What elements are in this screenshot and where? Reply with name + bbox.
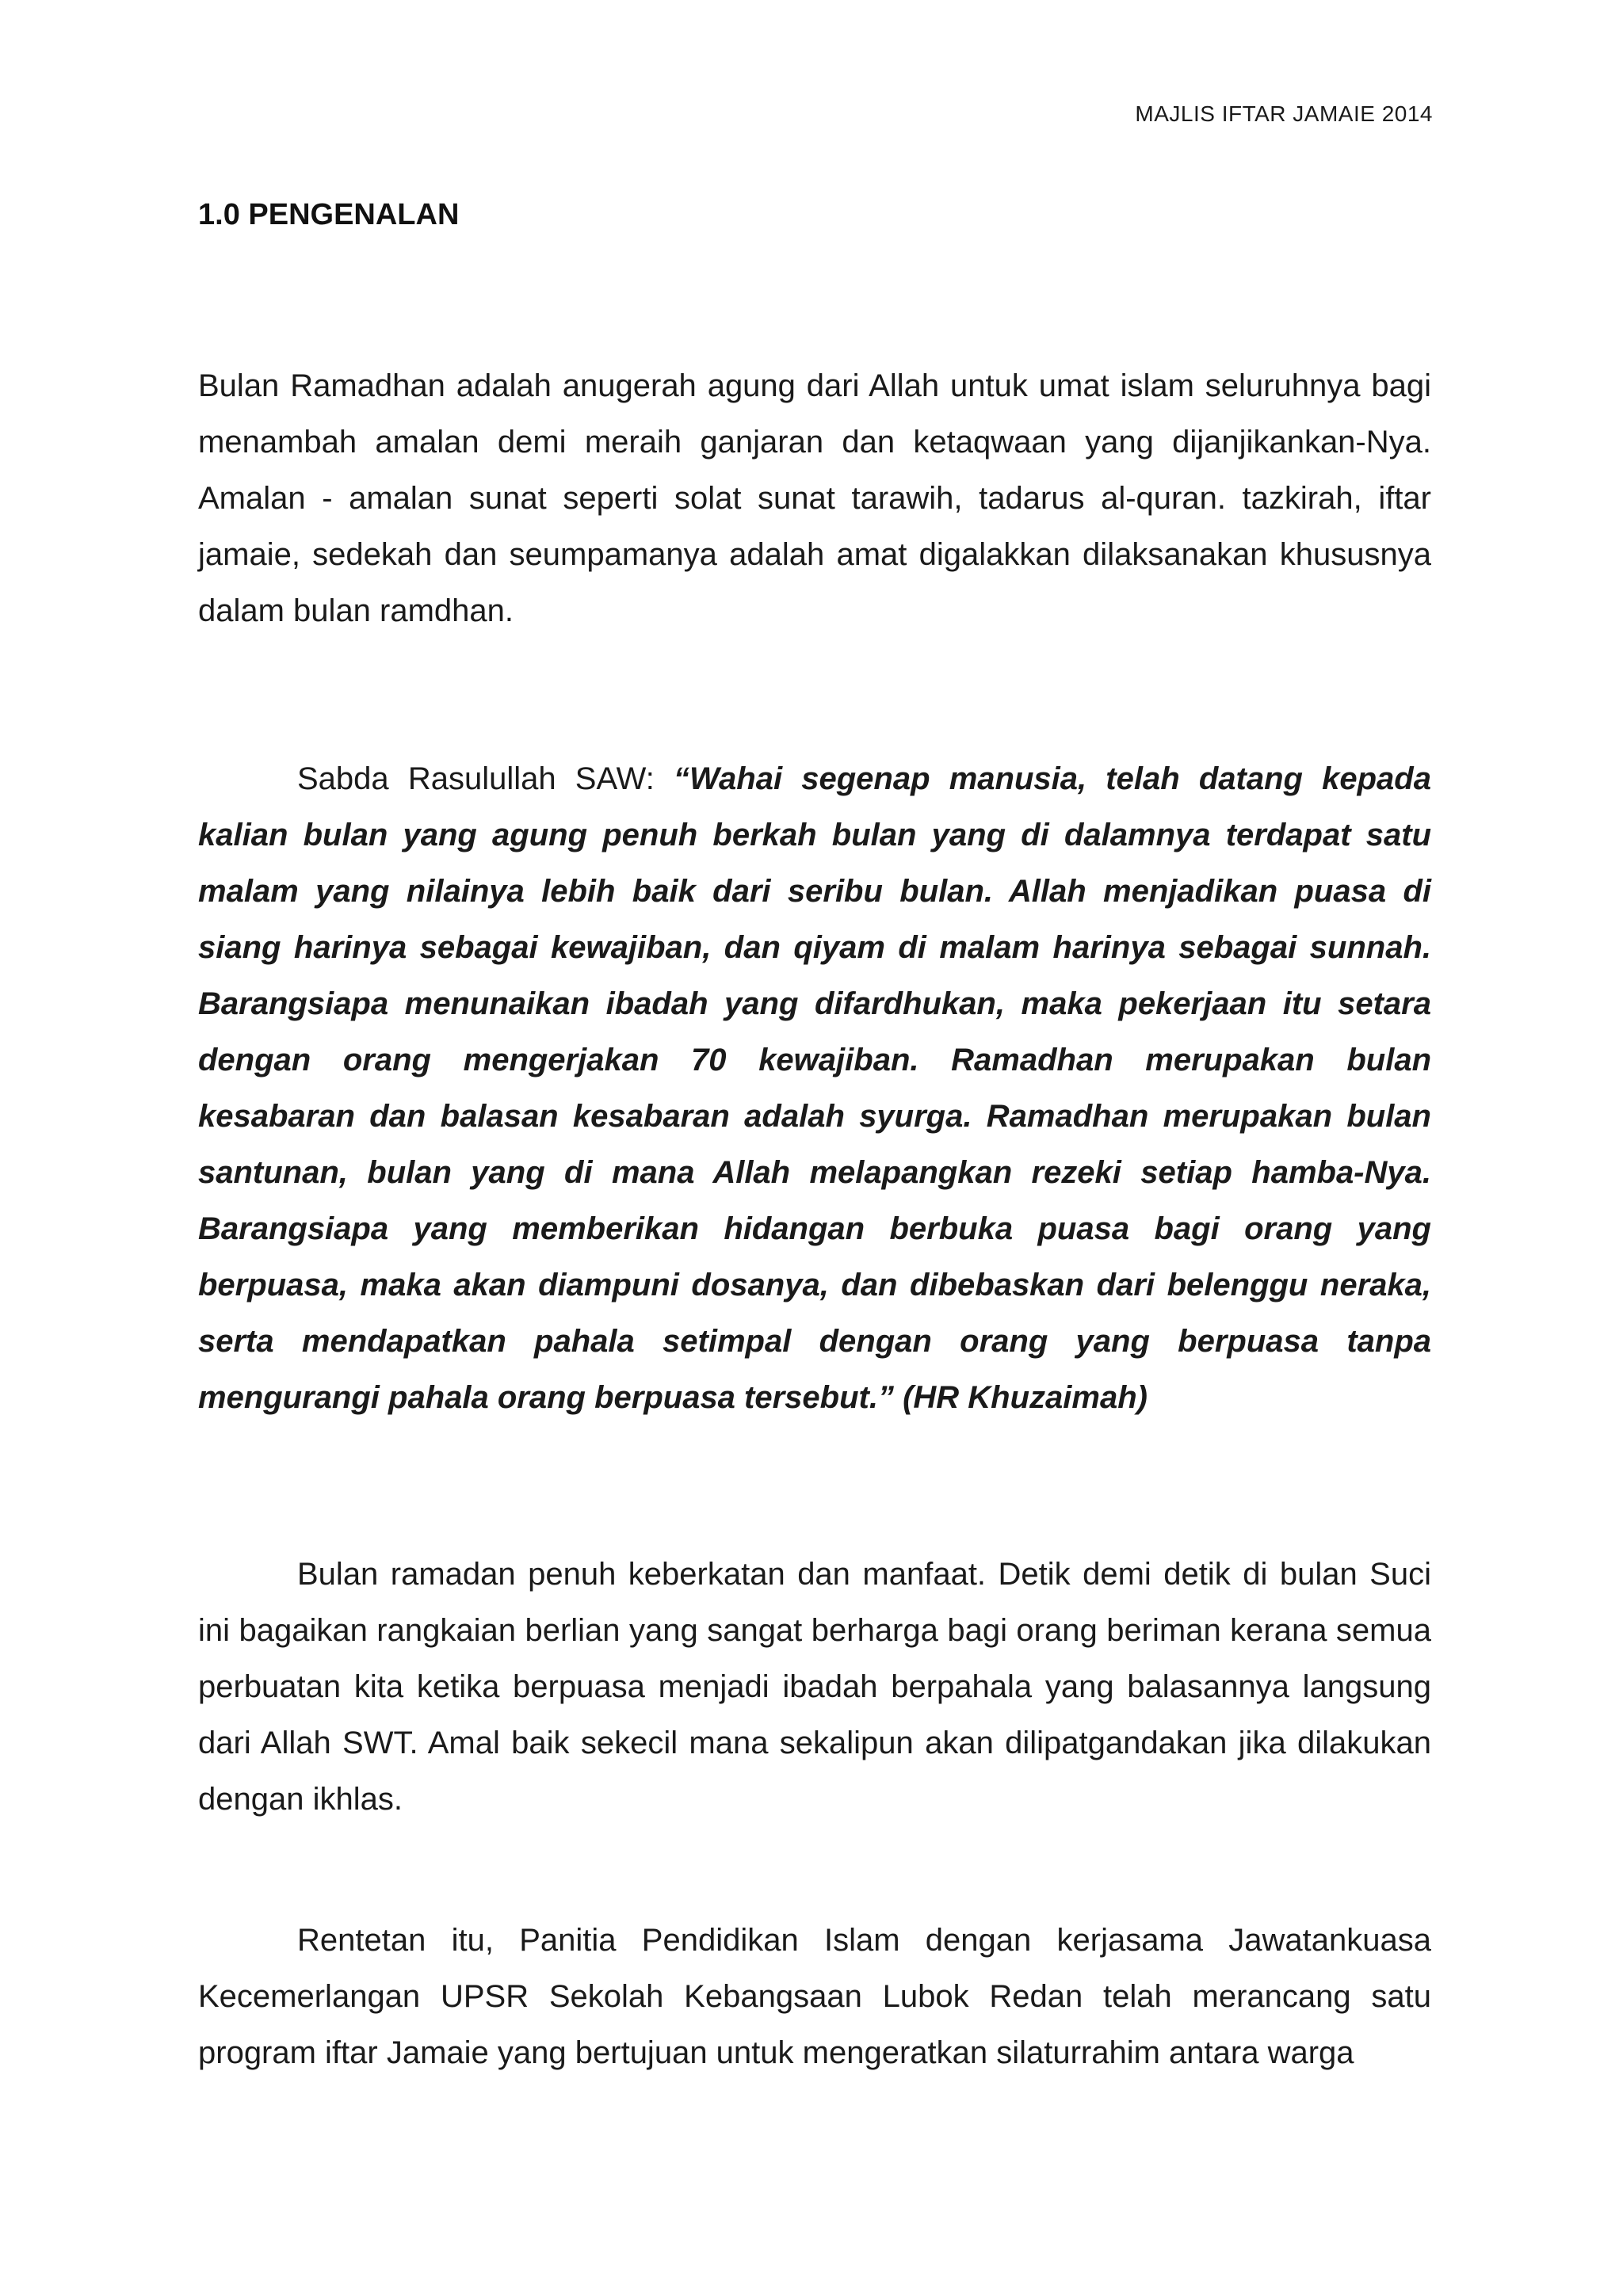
paragraph-blessings: Bulan ramadan penuh keberkatan dan manfaat. Detik demi detik di bulan Suci ini bagaikan rangkaian berlian yang sangat berharga bagi orang beriman kerana semua perbuatan kita ketika berpuasa menjadi ibadah berpahala yang balasannya langsung dari Allah SWT. Amal baik sekecil mana sekalipun akan dilipatgandakan jika dilakukan dengan ikhlas. — [198, 1557, 1431, 1817]
paragraph-hadith — [198, 751, 1431, 1426]
paragraph-program: Rentetan itu, Panitia Pendidikan Islam dengan kerjasama Jawatankuasa Kecemerlangan UPSR Sekolah Kebangsaan Lubok Redan telah merancang satu program iftar Jamaie yang bertujuan untuk mengeratkan silaturrahim antara warga — [198, 1923, 1431, 2070]
section-title: 1.0 PENGENALAN — [198, 198, 460, 231]
hadith-quote: “Wahai segenap manusia, telah datang kepada kalian bulan yang agung penuh berkah bulan yang di dalamnya terdapat satu malam yang nilainya lebih baik dari seribu bulan. Allah menjadikan puasa di siang harinya sebagai kewajiban, dan qiyam di malam harinya sebagai sunnah. Barangsiapa menunaikan ibadah yang difardhukan, maka pekerjaan itu setara dengan orang mengerjakan 70 kewajiban. Ramadhan merupakan bulan kesabaran dan balasan kesabaran adalah syurga. Ramadhan merupakan bulan santunan, bulan yang di mana Allah melapangkan rezeki setiap hamba-Nya. Barangsiapa yang memberikan hidangan berbuka puasa bagi orang yang berpuasa, maka akan diampuni dosanya, dan dibebaskan dari belenggu neraka, serta mendapatkan pahala setimpal dengan orang yang berpuasa tanpa mengurangi pahala orang berpuasa tersebut.” (HR Khuzaimah) — [198, 761, 1431, 1415]
hadith-intro: Sabda Rasulullah SAW: — [297, 761, 674, 796]
paragraph-introduction: Bulan Ramadhan adalah anugerah agung dari Allah untuk umat islam seluruhnya bagi menambah amalan demi meraih ganjaran dan ketaqwaan yang dijanjikankan-Nya. Amalan - amalan sunat seperti solat sunat tarawih, tadarus al-quran. tazkirah, iftar jamaie, sedekah dan seumpamanya adalah amat digalakkan dilaksanakan khususnya dalam bulan ramdhan. — [198, 368, 1431, 628]
running-header: MAJLIS IFTAR JAMAIE 2014 — [1135, 101, 1433, 126]
